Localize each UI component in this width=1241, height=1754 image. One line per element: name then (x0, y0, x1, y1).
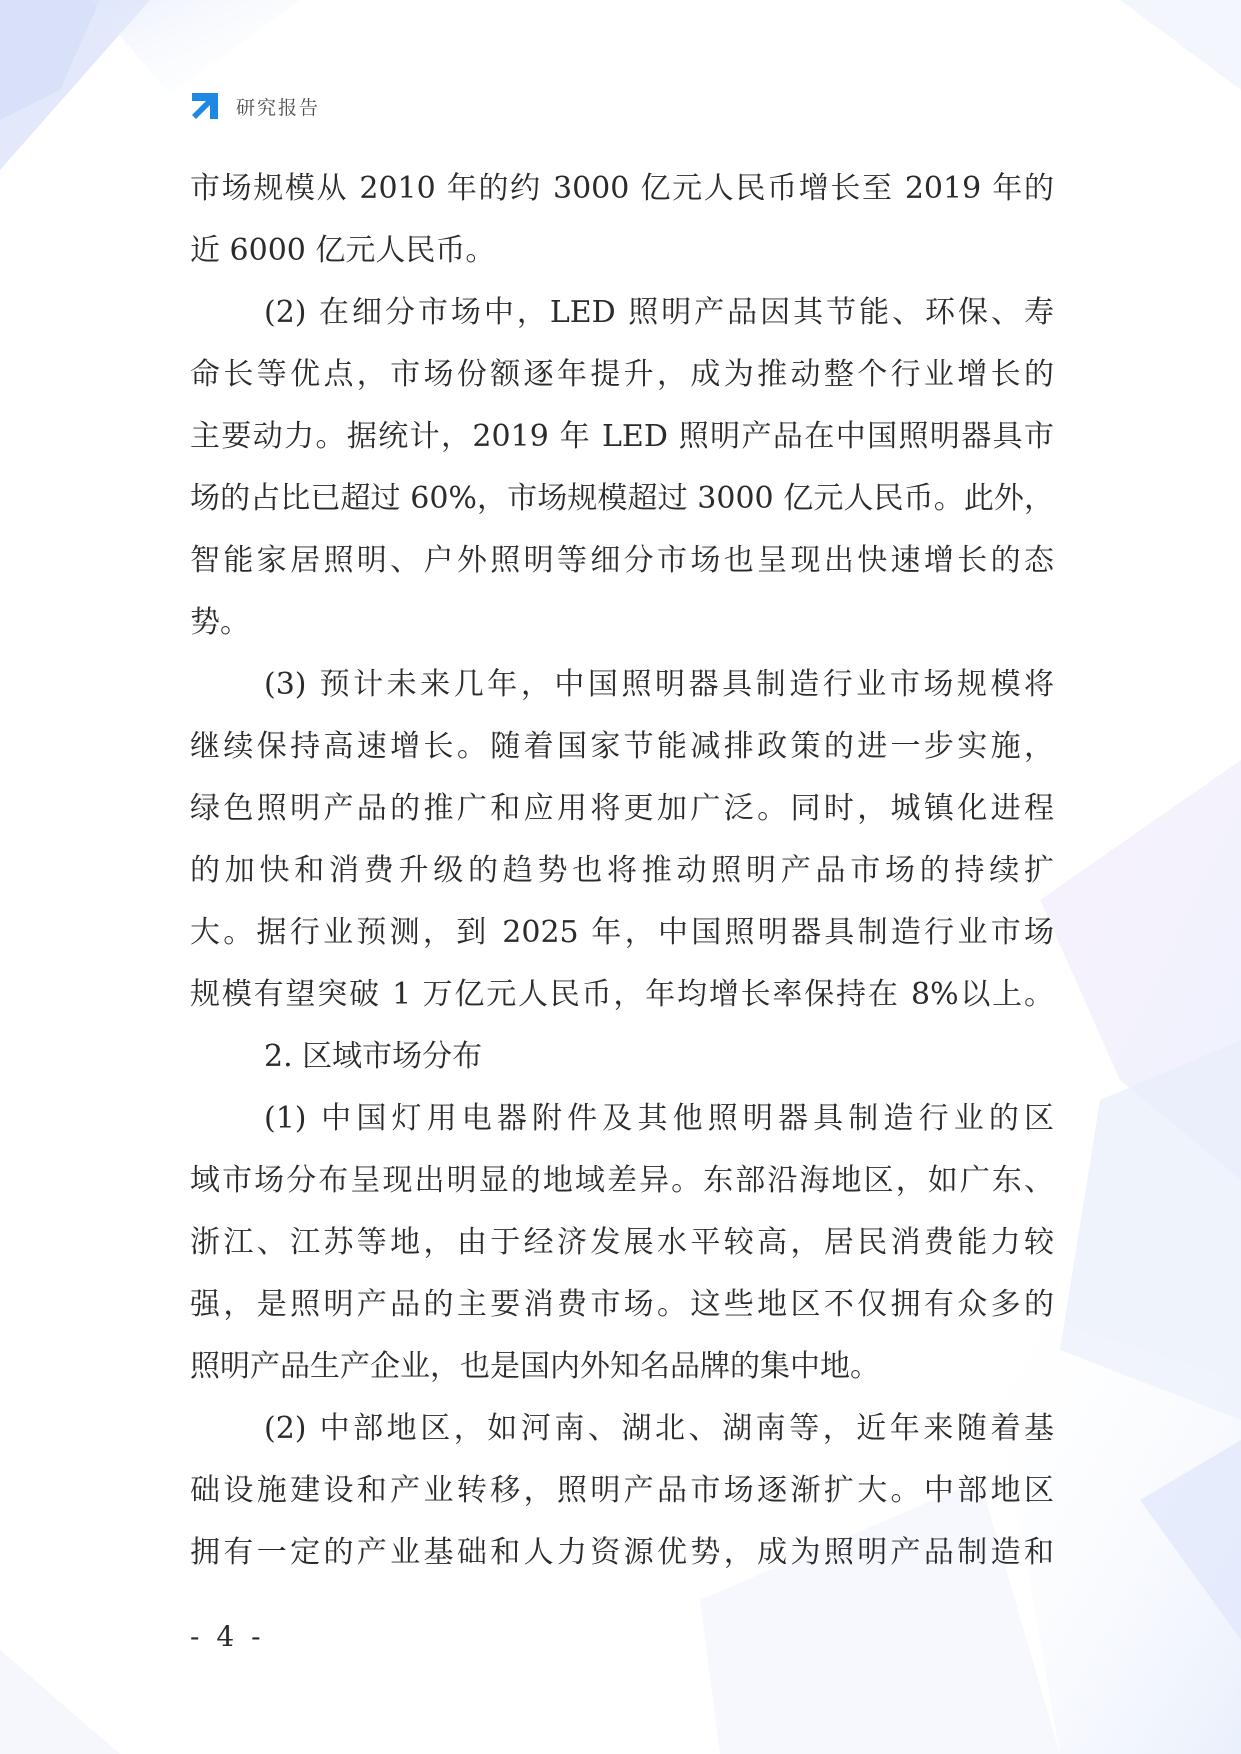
arrow-up-right-logo-icon (188, 89, 222, 123)
body-line: 域市场分布呈现出明显的地域差异。东部沿海地区，如广东、 (190, 1163, 1054, 1198)
page-number: - 4 - (190, 1620, 265, 1653)
body-line: 的加快和消费升级的趋势也将推动照明产品市场的持续扩 (190, 853, 1054, 888)
document-header (188, 88, 320, 124)
body-line: 场的占比已超过 60%，市场规模超过 3000 亿元人民币。此外， (190, 481, 1054, 516)
body-line: 近 6000 亿元人民币。 (190, 233, 496, 268)
body-line: 浙江、江苏等地，由于经济发展水平较高，居民消费能力较 (190, 1225, 1054, 1260)
paragraph-line: (1) 中国灯用电器附件及其他照明器具制造行业的区 (264, 1101, 1054, 1136)
body-line: 主要动力。据统计，2019 年 LED 照明产品在中国照明器具市 (190, 419, 1054, 454)
section-heading: 2. 区域市场分布 (264, 1039, 483, 1074)
body-line: 绿色照明产品的推广和应用将更加广泛。同时，城镇化进程 (190, 791, 1054, 826)
paragraph-line: (2) 中部地区，如河南、湖北、湖南等，近年来随着基 (264, 1411, 1054, 1446)
report-header-title: 研究报告 (236, 96, 321, 119)
body-line: 大。据行业预测，到 2025 年，中国照明器具制造行业市场 (190, 915, 1054, 950)
body-line: 础设施建设和产业转移，照明产品市场逐渐扩大。中部地区 (190, 1473, 1054, 1508)
body-line: 命长等优点，市场份额逐年提升，成为推动整个行业增长的 (190, 357, 1054, 392)
body-line: 规模有望突破 1 万亿元人民币，年均增长率保持在 8%以上。 (190, 977, 1054, 1012)
paragraph-line: (2) 在细分市场中，LED 照明产品因其节能、环保、寿 (264, 295, 1054, 330)
body-line: 拥有一定的产业基础和人力资源优势，成为照明产品制造和 (190, 1535, 1054, 1570)
body-line: 强，是照明产品的主要消费市场。这些地区不仅拥有众多的 (190, 1287, 1054, 1322)
body-line: 势。 (190, 605, 250, 640)
document-body (190, 158, 1054, 1584)
paragraph-line: (3) 预计未来几年，中国照明器具制造行业市场规模将 (264, 667, 1054, 702)
body-line: 照明产品生产企业，也是国内外知名品牌的集中地。 (190, 1349, 880, 1384)
body-line: 继续保持高速增长。随着国家节能减排政策的进一步实施， (190, 729, 1054, 764)
body-line: 市场规模从 2010 年的约 3000 亿元人民币增长至 2019 年的 (190, 171, 1054, 206)
body-line: 智能家居照明、户外照明等细分市场也呈现出快速增长的态 (190, 543, 1054, 578)
